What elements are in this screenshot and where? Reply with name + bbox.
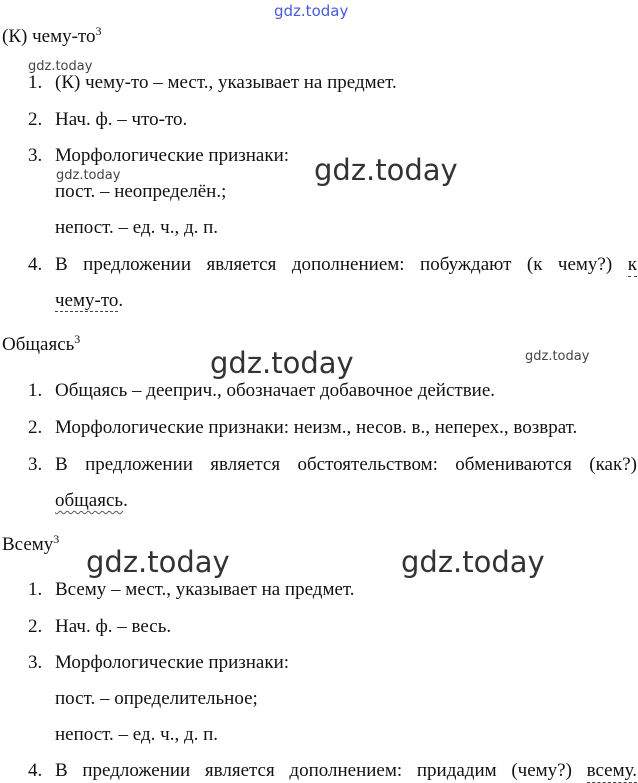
list-item-justified	[55, 454, 637, 476]
underlined-word: общаясь	[55, 490, 124, 511]
list-continuation	[55, 490, 128, 512]
list-number: 2.	[28, 109, 43, 130]
punctuation: .	[118, 290, 124, 311]
word: является	[210, 454, 281, 475]
watermark-small: gdz.today	[525, 349, 590, 364]
list-number: 2.	[28, 417, 43, 438]
word: В	[55, 254, 68, 275]
word: дополнением:	[291, 254, 405, 275]
watermark-small: gdz.today	[56, 168, 121, 183]
heading-superscript: 3	[95, 24, 102, 38]
list-continuation	[55, 290, 123, 312]
list-number: 1.	[28, 579, 43, 600]
list-item-text: Морфологические признаки:	[55, 145, 290, 166]
section-heading	[2, 534, 59, 556]
word: придадим	[416, 760, 497, 781]
word: предложении	[85, 454, 193, 475]
watermark-large: gdz.today	[401, 545, 545, 579]
list-number: 1.	[28, 72, 43, 93]
list-item-text: Морфологические признаки: неизм., несов. в., неперех., возврат.	[55, 417, 578, 438]
word: предложении	[83, 254, 192, 275]
watermark-large: gdz.today	[314, 153, 458, 187]
underlined-word: к	[627, 254, 637, 275]
list-item-justified	[55, 254, 637, 277]
list-number: 4.	[28, 254, 43, 275]
punctuation: .	[123, 490, 128, 511]
heading-text: Всему	[2, 534, 54, 555]
list-subline: непост. – ед. ч., д. п.	[55, 217, 219, 238]
list-subline: пост. – определительное;	[55, 688, 258, 709]
list-item-text: Морфологические признаки:	[55, 652, 290, 673]
word: является	[206, 254, 277, 275]
list-number: 3.	[28, 145, 43, 166]
underlined-word: чему-то	[55, 290, 119, 311]
list-item-text: (К) чему-то – мест., указывает на предмет.	[55, 72, 397, 93]
section-heading	[2, 26, 101, 48]
word: дополнением:	[289, 760, 403, 781]
list-subline: пост. – неопределён.;	[55, 181, 227, 202]
section-heading	[2, 334, 80, 356]
list-item-text: Всему – мест., указывает на предмет.	[55, 579, 355, 600]
word: предложении	[82, 760, 191, 781]
list-item-text: Нач. ф. – весь.	[55, 616, 172, 637]
watermark-small: gdz.today	[28, 59, 93, 74]
underlined-word: всему.	[586, 760, 637, 781]
list-item-justified	[55, 760, 637, 783]
list-item-text: Общаясь – дееприч., обозначает добавочное действие.	[55, 380, 496, 401]
word: В	[55, 454, 68, 475]
word: (как?)	[589, 454, 637, 475]
heading-text: (К) чему-то	[2, 26, 96, 47]
list-number: 4.	[28, 760, 43, 781]
word: обстоятельством:	[297, 454, 438, 475]
list-number: 1.	[28, 380, 43, 401]
heading-text: Общаясь	[2, 334, 75, 355]
heading-superscript: 3	[74, 332, 81, 346]
word: (к	[526, 254, 543, 275]
watermark-top: gdz.today	[274, 2, 349, 20]
word: обмениваются	[455, 454, 572, 475]
list-number: 2.	[28, 616, 43, 637]
word: является	[204, 760, 275, 781]
word: чему?)	[557, 254, 613, 275]
word: (чему?)	[511, 760, 572, 781]
word: В	[55, 760, 68, 781]
list-item-text: Нач. ф. – что-то.	[55, 109, 188, 130]
watermark-large: gdz.today	[86, 545, 230, 579]
list-number: 3.	[28, 454, 43, 475]
heading-superscript: 3	[53, 532, 60, 546]
watermark-large: gdz.today	[210, 346, 354, 380]
list-number: 3.	[28, 652, 43, 673]
word: побуждают	[420, 254, 512, 275]
list-subline: непост. – ед. ч., д. п.	[55, 724, 219, 745]
